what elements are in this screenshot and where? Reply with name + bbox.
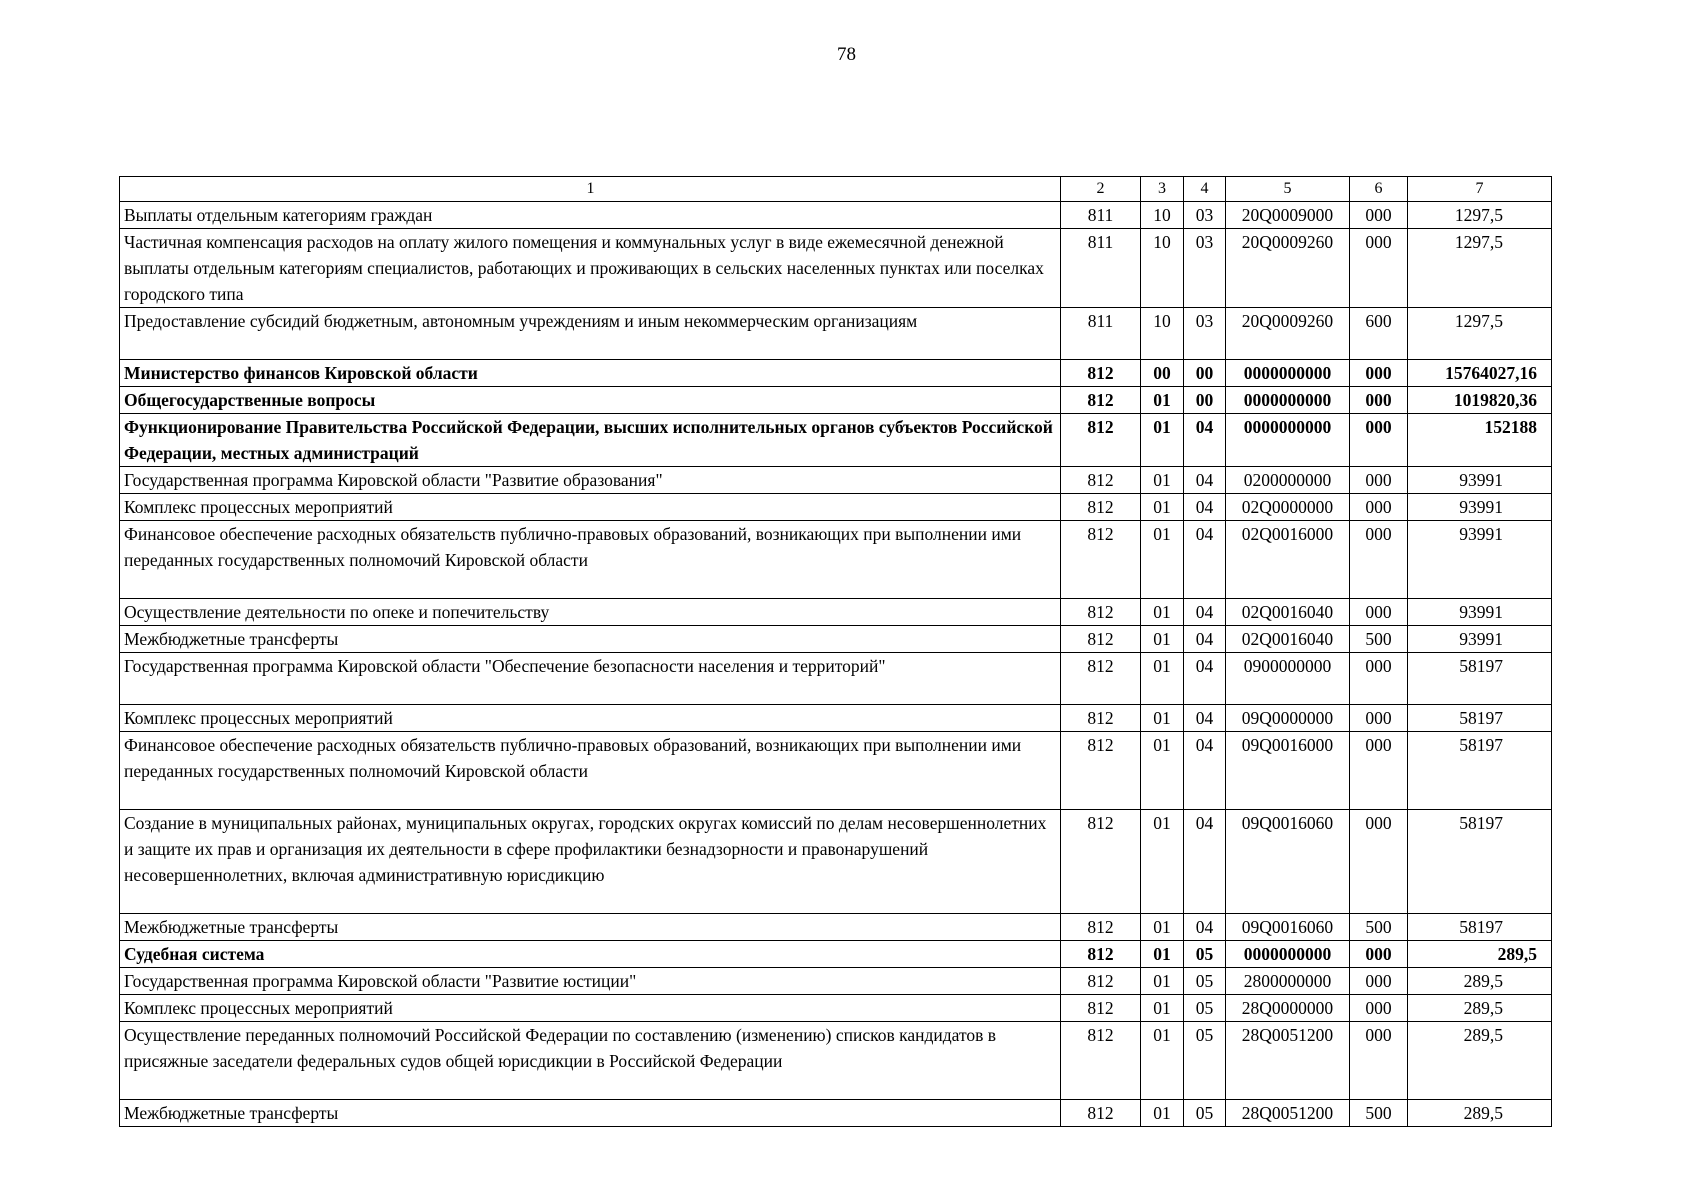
row-subsection-cell: 04 <box>1184 626 1226 653</box>
row-name-cell: Комплекс процессных мероприятий <box>120 995 1061 1022</box>
row-admin-code-cell: 812 <box>1061 521 1141 599</box>
header-col-1: 1 <box>120 177 1061 202</box>
row-target-article-cell: 0000000000 <box>1226 387 1350 414</box>
table-row <box>120 1022 1552 1100</box>
table-row <box>120 653 1552 705</box>
row-amount-cell: 58197 <box>1408 653 1552 705</box>
row-name-cell: Создание в муниципальных районах, муниципальных округах, городских округах комиссий по делам несовершеннолетних и защите их прав и организация их деятельности в сфере профилактики безнадзорности и правонарушений несовершеннолетних, включая административную юрисдикцию <box>120 810 1061 914</box>
row-name-cell: Осуществление переданных полномочий Российской Федерации по составлению (изменению) списков кандидатов в присяжные заседатели федеральных судов общей юрисдикции в Российской Федерации <box>120 1022 1061 1100</box>
table-row <box>120 521 1552 599</box>
row-subsection-cell: 00 <box>1184 360 1226 387</box>
row-target-article-cell: 02Q0000000 <box>1226 494 1350 521</box>
table-row <box>120 494 1552 521</box>
table-body <box>120 177 1552 1127</box>
row-target-article-cell: 0200000000 <box>1226 467 1350 494</box>
row-target-article-cell: 09Q0016060 <box>1226 914 1350 941</box>
row-name-cell: Государственная программа Кировской области "Обеспечение безопасности населения и территорий" <box>120 653 1061 705</box>
row-expense-type-cell: 600 <box>1350 308 1408 360</box>
row-name-cell: Судебная система <box>120 941 1061 968</box>
row-expense-type-cell: 000 <box>1350 521 1408 599</box>
row-subsection-cell: 05 <box>1184 1100 1226 1127</box>
row-target-article-cell: 20Q0009260 <box>1226 308 1350 360</box>
row-amount-cell: 58197 <box>1408 810 1552 914</box>
row-admin-code-cell: 812 <box>1061 626 1141 653</box>
row-admin-code-cell: 811 <box>1061 202 1141 229</box>
row-section-cell: 01 <box>1141 1022 1184 1100</box>
row-subsection-cell: 04 <box>1184 732 1226 810</box>
row-target-article-cell: 20Q0009260 <box>1226 229 1350 308</box>
row-subsection-cell: 05 <box>1184 1022 1226 1100</box>
row-target-article-cell: 2800000000 <box>1226 968 1350 995</box>
row-section-cell: 01 <box>1141 414 1184 467</box>
row-target-article-cell: 09Q0016000 <box>1226 732 1350 810</box>
row-name-cell: Частичная компенсация расходов на оплату жилого помещения и коммунальных услуг в виде ежемесячной денежной выплаты отдельным категориям специалистов, работающих и проживающих в сельских населенных пунктах или поселках городского типа <box>120 229 1061 308</box>
table-row <box>120 599 1552 626</box>
row-admin-code-cell: 812 <box>1061 494 1141 521</box>
row-subsection-cell: 03 <box>1184 229 1226 308</box>
table-row <box>120 387 1552 414</box>
row-subsection-cell: 04 <box>1184 653 1226 705</box>
row-expense-type-cell: 000 <box>1350 494 1408 521</box>
row-expense-type-cell: 000 <box>1350 229 1408 308</box>
row-subsection-cell: 03 <box>1184 308 1226 360</box>
row-section-cell: 01 <box>1141 995 1184 1022</box>
row-subsection-cell: 04 <box>1184 467 1226 494</box>
row-amount-cell: 152188 <box>1408 414 1552 467</box>
row-admin-code-cell: 812 <box>1061 995 1141 1022</box>
page-number: 78 <box>837 44 856 65</box>
row-target-article-cell: 28Q0051200 <box>1226 1100 1350 1127</box>
header-col-7: 7 <box>1408 177 1552 202</box>
header-col-2: 2 <box>1061 177 1141 202</box>
row-target-article-cell: 20Q0009000 <box>1226 202 1350 229</box>
table-row <box>120 626 1552 653</box>
row-amount-cell: 93991 <box>1408 494 1552 521</box>
row-target-article-cell: 28Q0051200 <box>1226 1022 1350 1100</box>
table-row <box>120 995 1552 1022</box>
table-row <box>120 229 1552 308</box>
row-section-cell: 01 <box>1141 914 1184 941</box>
row-section-cell: 01 <box>1141 653 1184 705</box>
row-name-cell: Межбюджетные трансферты <box>120 914 1061 941</box>
table-row <box>120 308 1552 360</box>
table-row <box>120 414 1552 467</box>
row-section-cell: 01 <box>1141 387 1184 414</box>
row-admin-code-cell: 812 <box>1061 968 1141 995</box>
row-section-cell: 01 <box>1141 705 1184 732</box>
row-name-cell: Функционирование Правительства Российской Федерации, высших исполнительных органов субъектов Российской Федерации, местных администраций <box>120 414 1061 467</box>
row-amount-cell: 58197 <box>1408 914 1552 941</box>
row-section-cell: 10 <box>1141 308 1184 360</box>
row-name-cell: Государственная программа Кировской области "Развитие юстиции" <box>120 968 1061 995</box>
row-name-cell: Комплекс процессных мероприятий <box>120 494 1061 521</box>
row-name-cell: Предоставление субсидий бюджетным, автономным учреждениям и иным некоммерческим организациям <box>120 308 1061 360</box>
row-admin-code-cell: 811 <box>1061 229 1141 308</box>
row-name-cell: Финансовое обеспечение расходных обязательств публично-правовых образований, возникающих при выполнении ими переданных государственных полномочий Кировской области <box>120 521 1061 599</box>
row-subsection-cell: 05 <box>1184 968 1226 995</box>
row-name-cell: Осуществление деятельности по опеке и попечительству <box>120 599 1061 626</box>
table-row <box>120 941 1552 968</box>
row-expense-type-cell: 000 <box>1350 968 1408 995</box>
row-amount-cell: 93991 <box>1408 599 1552 626</box>
table-row <box>120 968 1552 995</box>
row-name-cell: Межбюджетные трансферты <box>120 626 1061 653</box>
row-target-article-cell: 02Q0016000 <box>1226 521 1350 599</box>
row-expense-type-cell: 000 <box>1350 202 1408 229</box>
row-admin-code-cell: 812 <box>1061 599 1141 626</box>
row-section-cell: 01 <box>1141 626 1184 653</box>
row-admin-code-cell: 812 <box>1061 705 1141 732</box>
table-row <box>120 202 1552 229</box>
row-subsection-cell: 05 <box>1184 941 1226 968</box>
row-amount-cell: 1297,5 <box>1408 308 1552 360</box>
row-amount-cell: 93991 <box>1408 626 1552 653</box>
table-row <box>120 810 1552 914</box>
row-target-article-cell: 09Q0016060 <box>1226 810 1350 914</box>
budget-table <box>119 176 1552 1127</box>
row-amount-cell: 1019820,36 <box>1408 387 1552 414</box>
row-admin-code-cell: 812 <box>1061 732 1141 810</box>
row-expense-type-cell: 000 <box>1350 810 1408 914</box>
header-col-4: 4 <box>1184 177 1226 202</box>
row-amount-cell: 289,5 <box>1408 968 1552 995</box>
row-target-article-cell: 02Q0016040 <box>1226 599 1350 626</box>
row-expense-type-cell: 000 <box>1350 1022 1408 1100</box>
row-expense-type-cell: 000 <box>1350 387 1408 414</box>
header-col-3: 3 <box>1141 177 1184 202</box>
row-name-cell: Комплекс процессных мероприятий <box>120 705 1061 732</box>
row-name-cell: Министерство финансов Кировской области <box>120 360 1061 387</box>
row-admin-code-cell: 811 <box>1061 308 1141 360</box>
row-amount-cell: 58197 <box>1408 705 1552 732</box>
row-expense-type-cell: 000 <box>1350 732 1408 810</box>
row-expense-type-cell: 000 <box>1350 467 1408 494</box>
row-admin-code-cell: 812 <box>1061 414 1141 467</box>
row-subsection-cell: 04 <box>1184 521 1226 599</box>
header-col-5: 5 <box>1226 177 1350 202</box>
table-row <box>120 1100 1552 1127</box>
row-admin-code-cell: 812 <box>1061 653 1141 705</box>
table-row <box>120 914 1552 941</box>
row-subsection-cell: 04 <box>1184 705 1226 732</box>
row-expense-type-cell: 500 <box>1350 914 1408 941</box>
row-name-cell: Общегосударственные вопросы <box>120 387 1061 414</box>
row-target-article-cell: 0900000000 <box>1226 653 1350 705</box>
row-amount-cell: 289,5 <box>1408 1022 1552 1100</box>
row-amount-cell: 15764027,16 <box>1408 360 1552 387</box>
row-expense-type-cell: 500 <box>1350 626 1408 653</box>
row-subsection-cell: 03 <box>1184 202 1226 229</box>
row-target-article-cell: 02Q0016040 <box>1226 626 1350 653</box>
row-amount-cell: 1297,5 <box>1408 202 1552 229</box>
row-target-article-cell: 0000000000 <box>1226 414 1350 467</box>
row-section-cell: 01 <box>1141 1100 1184 1127</box>
row-section-cell: 01 <box>1141 494 1184 521</box>
table-row <box>120 732 1552 810</box>
row-admin-code-cell: 812 <box>1061 1022 1141 1100</box>
row-section-cell: 00 <box>1141 360 1184 387</box>
row-admin-code-cell: 812 <box>1061 810 1141 914</box>
row-admin-code-cell: 812 <box>1061 941 1141 968</box>
row-section-cell: 01 <box>1141 732 1184 810</box>
row-target-article-cell: 0000000000 <box>1226 360 1350 387</box>
row-section-cell: 01 <box>1141 810 1184 914</box>
row-admin-code-cell: 812 <box>1061 387 1141 414</box>
row-amount-cell: 1297,5 <box>1408 229 1552 308</box>
row-amount-cell: 289,5 <box>1408 995 1552 1022</box>
row-amount-cell: 289,5 <box>1408 941 1552 968</box>
row-subsection-cell: 04 <box>1184 599 1226 626</box>
row-expense-type-cell: 000 <box>1350 599 1408 626</box>
row-amount-cell: 93991 <box>1408 467 1552 494</box>
table-header-row <box>120 177 1552 202</box>
row-amount-cell: 58197 <box>1408 732 1552 810</box>
table-row <box>120 360 1552 387</box>
row-expense-type-cell: 000 <box>1350 941 1408 968</box>
row-target-article-cell: 0000000000 <box>1226 941 1350 968</box>
row-name-cell: Финансовое обеспечение расходных обязательств публично-правовых образований, возникающих при выполнении ими переданных государственных полномочий Кировской области <box>120 732 1061 810</box>
table-row <box>120 467 1552 494</box>
row-amount-cell: 289,5 <box>1408 1100 1552 1127</box>
row-target-article-cell: 09Q0000000 <box>1226 705 1350 732</box>
row-subsection-cell: 04 <box>1184 494 1226 521</box>
row-expense-type-cell: 500 <box>1350 1100 1408 1127</box>
row-admin-code-cell: 812 <box>1061 360 1141 387</box>
row-section-cell: 01 <box>1141 599 1184 626</box>
row-subsection-cell: 04 <box>1184 914 1226 941</box>
row-name-cell: Выплаты отдельным категориям граждан <box>120 202 1061 229</box>
table-row <box>120 705 1552 732</box>
row-expense-type-cell: 000 <box>1350 705 1408 732</box>
row-subsection-cell: 04 <box>1184 810 1226 914</box>
row-admin-code-cell: 812 <box>1061 914 1141 941</box>
row-subsection-cell: 04 <box>1184 414 1226 467</box>
row-name-cell: Межбюджетные трансферты <box>120 1100 1061 1127</box>
row-subsection-cell: 00 <box>1184 387 1226 414</box>
header-col-6: 6 <box>1350 177 1408 202</box>
row-target-article-cell: 28Q0000000 <box>1226 995 1350 1022</box>
row-section-cell: 01 <box>1141 941 1184 968</box>
row-admin-code-cell: 812 <box>1061 467 1141 494</box>
row-admin-code-cell: 812 <box>1061 1100 1141 1127</box>
row-amount-cell: 93991 <box>1408 521 1552 599</box>
row-section-cell: 01 <box>1141 521 1184 599</box>
row-section-cell: 01 <box>1141 968 1184 995</box>
row-expense-type-cell: 000 <box>1350 414 1408 467</box>
row-section-cell: 10 <box>1141 202 1184 229</box>
row-section-cell: 01 <box>1141 467 1184 494</box>
row-name-cell: Государственная программа Кировской области "Развитие образования" <box>120 467 1061 494</box>
row-expense-type-cell: 000 <box>1350 995 1408 1022</box>
row-expense-type-cell: 000 <box>1350 360 1408 387</box>
row-expense-type-cell: 000 <box>1350 653 1408 705</box>
row-subsection-cell: 05 <box>1184 995 1226 1022</box>
row-section-cell: 10 <box>1141 229 1184 308</box>
